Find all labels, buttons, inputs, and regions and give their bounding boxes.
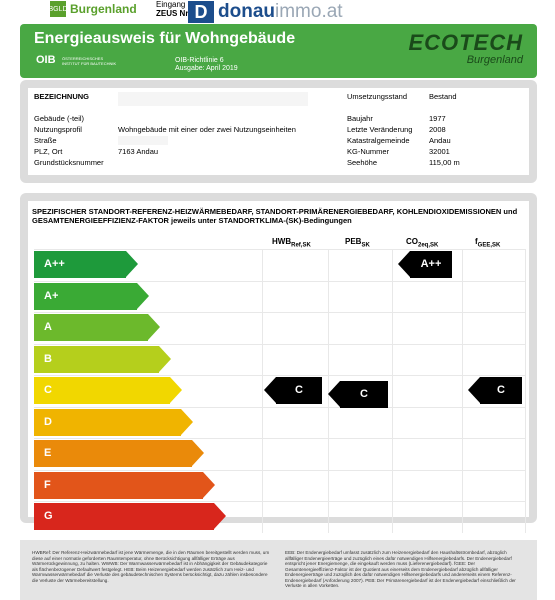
grid-hline xyxy=(34,249,525,250)
energy-class-label: A++ xyxy=(44,258,65,270)
bezeichnung-label: BEZEICHNUNG xyxy=(34,92,90,101)
kg-value: 32001 xyxy=(429,147,450,156)
column-co2: $CO_{2eq,SK}$ xyxy=(406,237,439,249)
header-banner xyxy=(20,24,537,78)
grid-hline xyxy=(34,312,525,313)
donauimmo-d-icon: D xyxy=(188,1,214,23)
grid-hline xyxy=(34,281,525,282)
marker-label: C xyxy=(295,384,303,396)
richtlinie-label: OIB-Richtlinie 6 xyxy=(175,57,224,64)
energy-class-label: A+ xyxy=(44,289,59,302)
marker-label: C xyxy=(497,384,505,396)
energy-class-label: C xyxy=(44,384,52,396)
baujahr-label: Baujahr xyxy=(347,114,373,123)
footer-definitions xyxy=(20,540,537,600)
eingang-stamp xyxy=(156,0,188,18)
bezeichnung-value xyxy=(118,92,308,106)
burgenland-badge-icon: BGLD xyxy=(50,1,66,17)
richtlinie-info xyxy=(175,57,238,73)
marker-hwb xyxy=(276,377,322,404)
oib-logo-icon: OIB xyxy=(36,54,56,66)
footer-left-text: HWBRef: Der Referenz-Heizwärmebedarf ist jene Wärmemenge, die in den Räumen bereitgestellt werden muss, um diese auf einer normativ geforderten Raumtemperatur, ohne Berücksichtigung allfälliger Erträge aus Wärmerückgewinnung, zu halten. WWWB: Der Warmwasserwärmebedarf ist in Abhängigkeit der Gebäudekategorie als flächenbezogener Defaultwert festgelegt. HEB: Beim Heizenergiebedarf werden zusätzlich zum Heiz- und Warmwasserwärmebedarf die Verluste des gebäudetechnischen Systems berücksichtigt, dazu zählen insbesondere die Verluste der Wärmebereitstellung. xyxy=(32,550,270,583)
energy-grid xyxy=(34,249,525,522)
nutzungsprofil-value: Wohngebäude mit einer oder zwei Nutzungseinheiten xyxy=(118,125,296,134)
ecotech-logo: ECOTECH xyxy=(408,30,523,55)
kat-label: Katastralgemeinde xyxy=(347,136,410,145)
column-hwb: $HWB_{Ref,SK}$ xyxy=(272,237,311,249)
kat-value: Andau xyxy=(429,136,451,145)
info-panel xyxy=(20,80,537,183)
seehoehe-value: 115,00 m xyxy=(429,158,460,167)
burgenland-text: Burgenland xyxy=(70,2,137,16)
ausgabe-label: Ausgabe: April 2019 xyxy=(175,65,238,72)
marker-co2 xyxy=(410,251,452,278)
grid-vline xyxy=(525,249,526,533)
marker-label: C xyxy=(360,388,368,400)
marker-peb xyxy=(340,381,388,408)
eingang-label: Eingang xyxy=(156,0,186,9)
nutzungsprofil-label: Nutzungsprofil xyxy=(34,125,82,134)
baujahr-value: 1977 xyxy=(429,114,446,123)
column-peb: $PEB_{SK}$ xyxy=(345,237,370,249)
umsetzung-label: Umsetzungsstand xyxy=(347,92,408,101)
top-strip xyxy=(0,0,555,24)
energy-class-label: F xyxy=(44,478,51,491)
footer-right-text: EEB: Der Endenergiebedarf umfasst zusätzlich zum Heizenergiebedarf den Haushaltsstrombedarf, abzüglich allfälliger Endenergieerträge und zuzüglich eines dafür notwendigen Hilfsenergiebedarfs. Der Endenergiebedarf entspricht jener Energiemenge, die eingekauft werden muss (Lieferenergiebedarf). fGEE: Der Gesamtenergieeffizienz-Faktor ist der Quotient aus einerseits dem Endenergiebedarf abzüglich allfälliger Endenergieerträge und zuzüglich des dafür notwendigen Hilfsenergiebedarfs und andererseits einem Referenz-Endenergiebedarf (Anforderung 2007). PEB: Der Primärenergiebedarf ist der Endenergiebedarf einschließlich der Verluste in allen Vorketten. xyxy=(285,550,516,588)
grid-hline xyxy=(34,501,525,502)
gebaeude-label: Gebäude (-teil) xyxy=(34,114,85,123)
zeus-label: ZEUS Nr xyxy=(156,9,189,18)
strasse-value xyxy=(118,136,168,145)
page-title: Energieausweis für Wohngebäude xyxy=(34,30,296,47)
strasse-label: Straße xyxy=(34,136,57,145)
grid-vline xyxy=(392,249,393,533)
plz-label: PLZ, Ort xyxy=(34,147,63,156)
energy-class-label: E xyxy=(44,447,52,459)
letzte-label: Letzte Veränderung xyxy=(347,125,413,134)
kg-label: KG-Nummer xyxy=(347,147,390,156)
grid-hline xyxy=(34,438,525,439)
energy-scale xyxy=(28,201,529,522)
grid-vline xyxy=(462,249,463,533)
energy-panel xyxy=(20,193,537,523)
grid-hline xyxy=(34,470,525,471)
ecotech-subtitle: Burgenland xyxy=(466,54,523,66)
energy-heading: SPEZIFISCHER STANDORT-REFERENZ-HEIZWÄRMEBEDARF, STANDORT-PRIMÄRENERGIEBEDARF, KOHLENDIOXIDEMISSIONEN und GESAMTENERGIEEFFIZIENZ-FAKTOR jeweils unter STANDORTKLIMA-(SK)-Bedingungen xyxy=(32,207,518,225)
info-table xyxy=(28,88,529,175)
energy-class-label: B xyxy=(44,352,52,365)
grid-hline xyxy=(34,407,525,408)
marker-label: A++ xyxy=(420,258,442,270)
donauimmo-logo xyxy=(188,0,349,24)
marker-fgee xyxy=(480,377,522,404)
donauimmo-prefix: donau xyxy=(218,1,275,22)
grid-hline xyxy=(34,375,525,376)
umsetzung-value: Bestand xyxy=(429,92,457,101)
grundstueck-label: Grundstücksnummer xyxy=(34,158,104,167)
burgenland-logo xyxy=(50,0,137,18)
plz-value: 7163 Andau xyxy=(118,147,159,156)
column-fgee: $f_{GEE,SK}$ xyxy=(475,237,501,249)
seehoehe-label: Seehöhe xyxy=(347,158,378,167)
energy-class-label: G xyxy=(44,510,53,522)
energy-class-label: A xyxy=(44,321,52,333)
donauimmo-suffix: immo.at xyxy=(275,1,343,22)
letzte-value: 2008 xyxy=(429,125,446,134)
grid-hline xyxy=(34,344,525,345)
energy-class-label: D xyxy=(44,415,52,428)
grid-vline xyxy=(262,249,263,533)
oib-subtitle: ÖSTERREICHISCHES INSTITUT FÜR BAUTECHNIK xyxy=(62,56,117,66)
